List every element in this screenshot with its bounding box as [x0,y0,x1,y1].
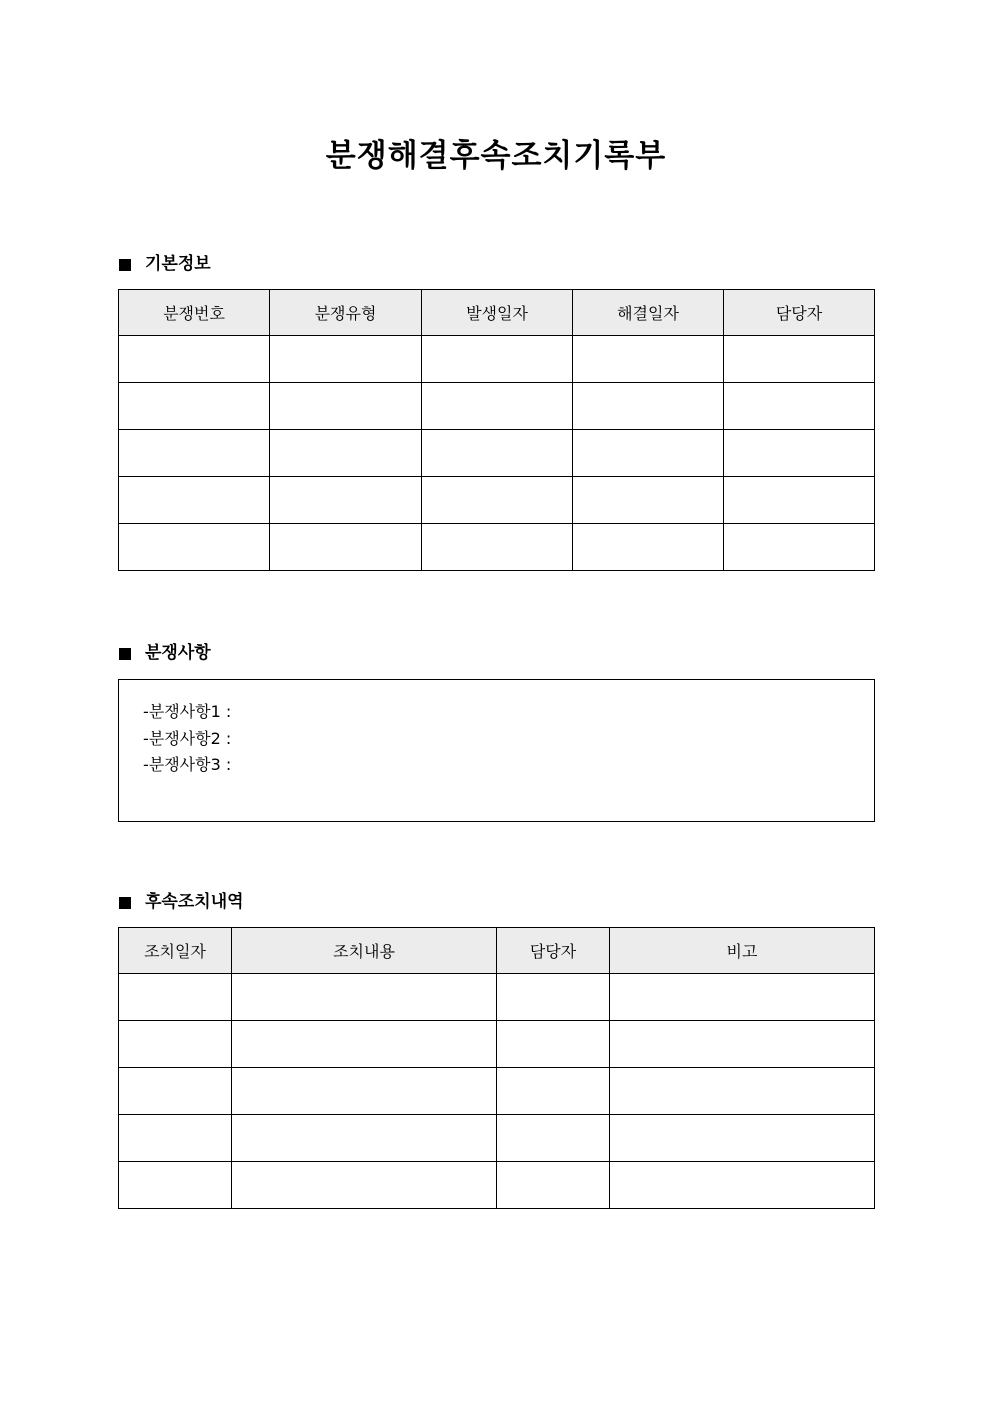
section-heading-label: 분쟁사항 [145,643,211,663]
section-heading-label: 기본정보 [145,254,211,274]
table-cell[interactable] [610,1068,875,1115]
table-row [119,974,875,1021]
table-cell[interactable] [724,383,875,430]
table-cell[interactable] [724,430,875,477]
table-cell[interactable] [422,477,573,524]
table-cell[interactable] [119,524,270,571]
dispute-items-list [143,699,231,779]
document-title: 분쟁해결후속조치기록부 [325,138,667,174]
section-heading-follow-up [119,890,244,914]
column-header-dispute-number: 분쟁번호 [119,290,270,336]
table-cell[interactable] [119,430,270,477]
column-header-dispute-type: 분쟁유형 [270,290,422,336]
table-row [119,383,875,430]
table-cell[interactable] [610,1162,875,1209]
table-cell[interactable] [232,1162,497,1209]
dispute-items-box[interactable] [118,679,875,822]
square-bullet-icon [119,648,131,660]
table-cell[interactable] [497,974,610,1021]
table-cell[interactable] [422,383,573,430]
table-cell[interactable] [119,974,232,1021]
table-cell[interactable] [497,1068,610,1115]
table-row [119,1068,875,1115]
column-header-manager: 담당자 [497,928,610,974]
table-cell[interactable] [119,1021,232,1068]
table-cell[interactable] [119,383,270,430]
table-cell[interactable] [573,336,724,383]
table-cell[interactable] [573,477,724,524]
table-row [119,430,875,477]
table-row [119,1115,875,1162]
table-cell[interactable] [422,430,573,477]
column-header-resolution-date: 해결일자 [573,290,724,336]
square-bullet-icon [119,259,131,271]
section-heading-dispute-items [119,641,211,665]
table-cell[interactable] [232,1021,497,1068]
table-cell[interactable] [497,1021,610,1068]
table-cell[interactable] [232,1068,497,1115]
table-cell[interactable] [270,477,422,524]
table-cell[interactable] [270,383,422,430]
column-header-remarks: 비고 [610,928,875,974]
column-header-action-date: 조치일자 [119,928,232,974]
basic-info-table [118,289,875,571]
table-cell[interactable] [422,524,573,571]
table-cell[interactable] [724,524,875,571]
table-cell[interactable] [270,524,422,571]
table-cell[interactable] [610,974,875,1021]
table-cell[interactable] [270,336,422,383]
table-cell[interactable] [119,477,270,524]
table-cell[interactable] [573,524,724,571]
table-cell[interactable] [573,430,724,477]
table-cell[interactable] [497,1115,610,1162]
table-cell[interactable] [119,1115,232,1162]
table-cell[interactable] [573,383,724,430]
table-cell[interactable] [270,430,422,477]
column-header-action-content: 조치내용 [232,928,497,974]
dispute-item-line: -분쟁사항3 : [143,755,232,774]
dispute-item-line: -분쟁사항2 : [143,728,232,748]
table-cell[interactable] [119,1068,232,1115]
table-header-row [119,928,875,974]
table-cell[interactable] [232,974,497,1021]
table-cell[interactable] [497,1162,610,1209]
table-cell[interactable] [724,477,875,524]
column-header-manager: 담당자 [724,290,875,336]
table-row [119,1162,875,1209]
table-cell[interactable] [119,1162,232,1209]
table-header-row [119,290,875,336]
table-row [119,336,875,383]
section-heading-label: 후속조치내역 [145,892,244,912]
dispute-item-line: -분쟁사항1 : [143,702,232,721]
table-cell[interactable] [724,336,875,383]
table-cell[interactable] [119,336,270,383]
table-row [119,477,875,524]
column-header-occurrence-date: 발생일자 [422,290,573,336]
table-cell[interactable] [610,1115,875,1162]
square-bullet-icon [119,897,131,909]
table-cell[interactable] [232,1115,497,1162]
table-row [119,1021,875,1068]
table-cell[interactable] [422,336,573,383]
section-heading-basic-info [119,252,211,276]
follow-up-table [118,927,875,1209]
table-row [119,524,875,571]
table-cell[interactable] [610,1021,875,1068]
